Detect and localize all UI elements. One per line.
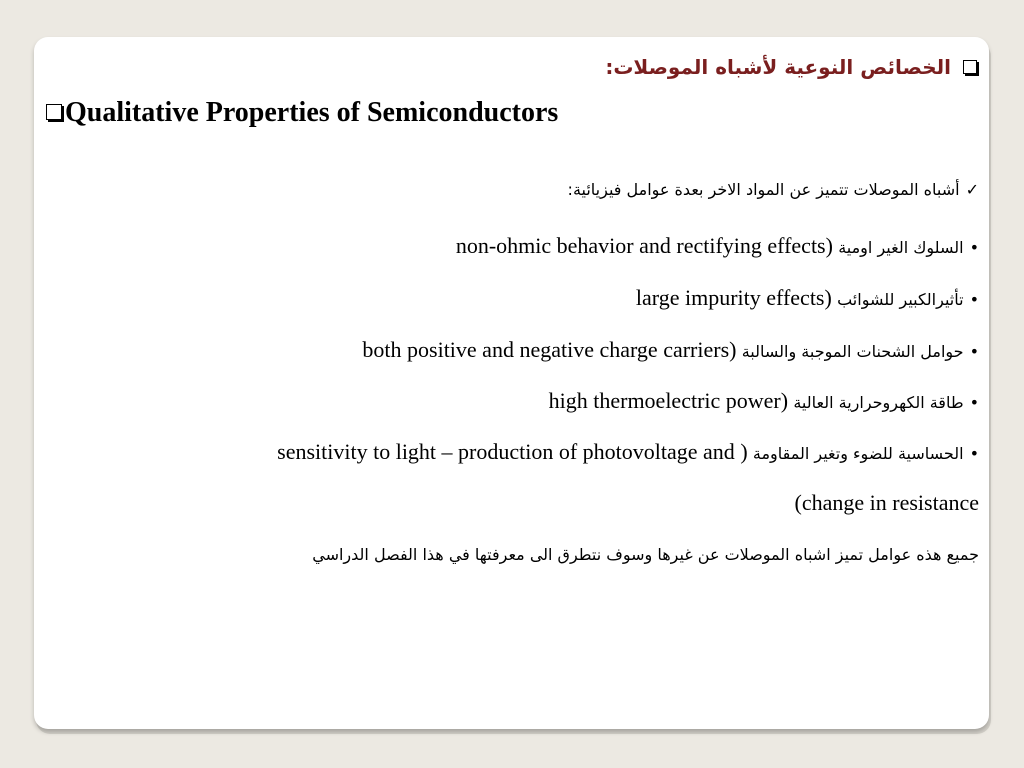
bullet-item-1 bbox=[456, 233, 979, 259]
bullet-arabic-text: تأثيرالكبير للشوائب bbox=[837, 290, 964, 309]
bullet-english-text: (high thermoelectric power bbox=[548, 388, 789, 413]
bullet-item-3 bbox=[362, 337, 979, 363]
conclusion-line bbox=[312, 541, 979, 566]
bullet-english-text: (both positive and negative charge carriers bbox=[362, 337, 737, 362]
bullet-icon: • bbox=[969, 238, 979, 257]
bullet-arabic-text: السلوك الغير اومية bbox=[838, 238, 964, 257]
english-title-text: Qualitative Properties of Semiconductors bbox=[65, 97, 559, 128]
bullet-icon: • bbox=[969, 342, 979, 361]
bullet-icon: • bbox=[969, 393, 979, 412]
conclusion-text: جميع هذه عوامل تميز اشباه الموصلات عن غيرها وسوف نتطرق الى معرفتها في هذا الفصل الدراسي bbox=[312, 545, 979, 564]
bullet-icon: • bbox=[969, 290, 979, 309]
checkbox-bullet-icon bbox=[46, 104, 62, 120]
bullet-item-5 bbox=[277, 439, 979, 465]
checkbox-bullet-icon bbox=[963, 60, 977, 74]
checkmark-icon: ✓ bbox=[965, 180, 979, 199]
bullet-english-text: (non-ohmic behavior and rectifying effects bbox=[455, 233, 833, 258]
intro-text: أشباه الموصلات تتميز عن المواد الاخر بعدة عوامل فيزيائية: bbox=[567, 180, 960, 199]
bullet-arabic-text: الحساسية للضوء وتغير المقاومة bbox=[752, 444, 964, 463]
bullet-icon: • bbox=[969, 444, 979, 463]
bullet-arabic-text: طاقة الكهروحرارية العالية bbox=[793, 393, 964, 412]
slide-card bbox=[34, 37, 989, 729]
intro-line bbox=[568, 176, 979, 201]
bullet-item-4 bbox=[549, 388, 979, 414]
english-title bbox=[46, 97, 558, 129]
arabic-title bbox=[605, 55, 977, 79]
bullet-arabic-text: حوامل الشحنات الموجبة والسالبة bbox=[741, 342, 964, 361]
bullet-english-text: (large impurity effects bbox=[635, 285, 832, 310]
bullet-english-text: ( sensitivity to light – production of photovoltage and bbox=[277, 439, 748, 464]
bullet-item-2 bbox=[636, 285, 979, 311]
arabic-title-text: الخصائص النوعية لأشباه الموصلات: bbox=[605, 55, 951, 79]
bullet-5-continuation: (change in resistance bbox=[794, 490, 979, 515]
